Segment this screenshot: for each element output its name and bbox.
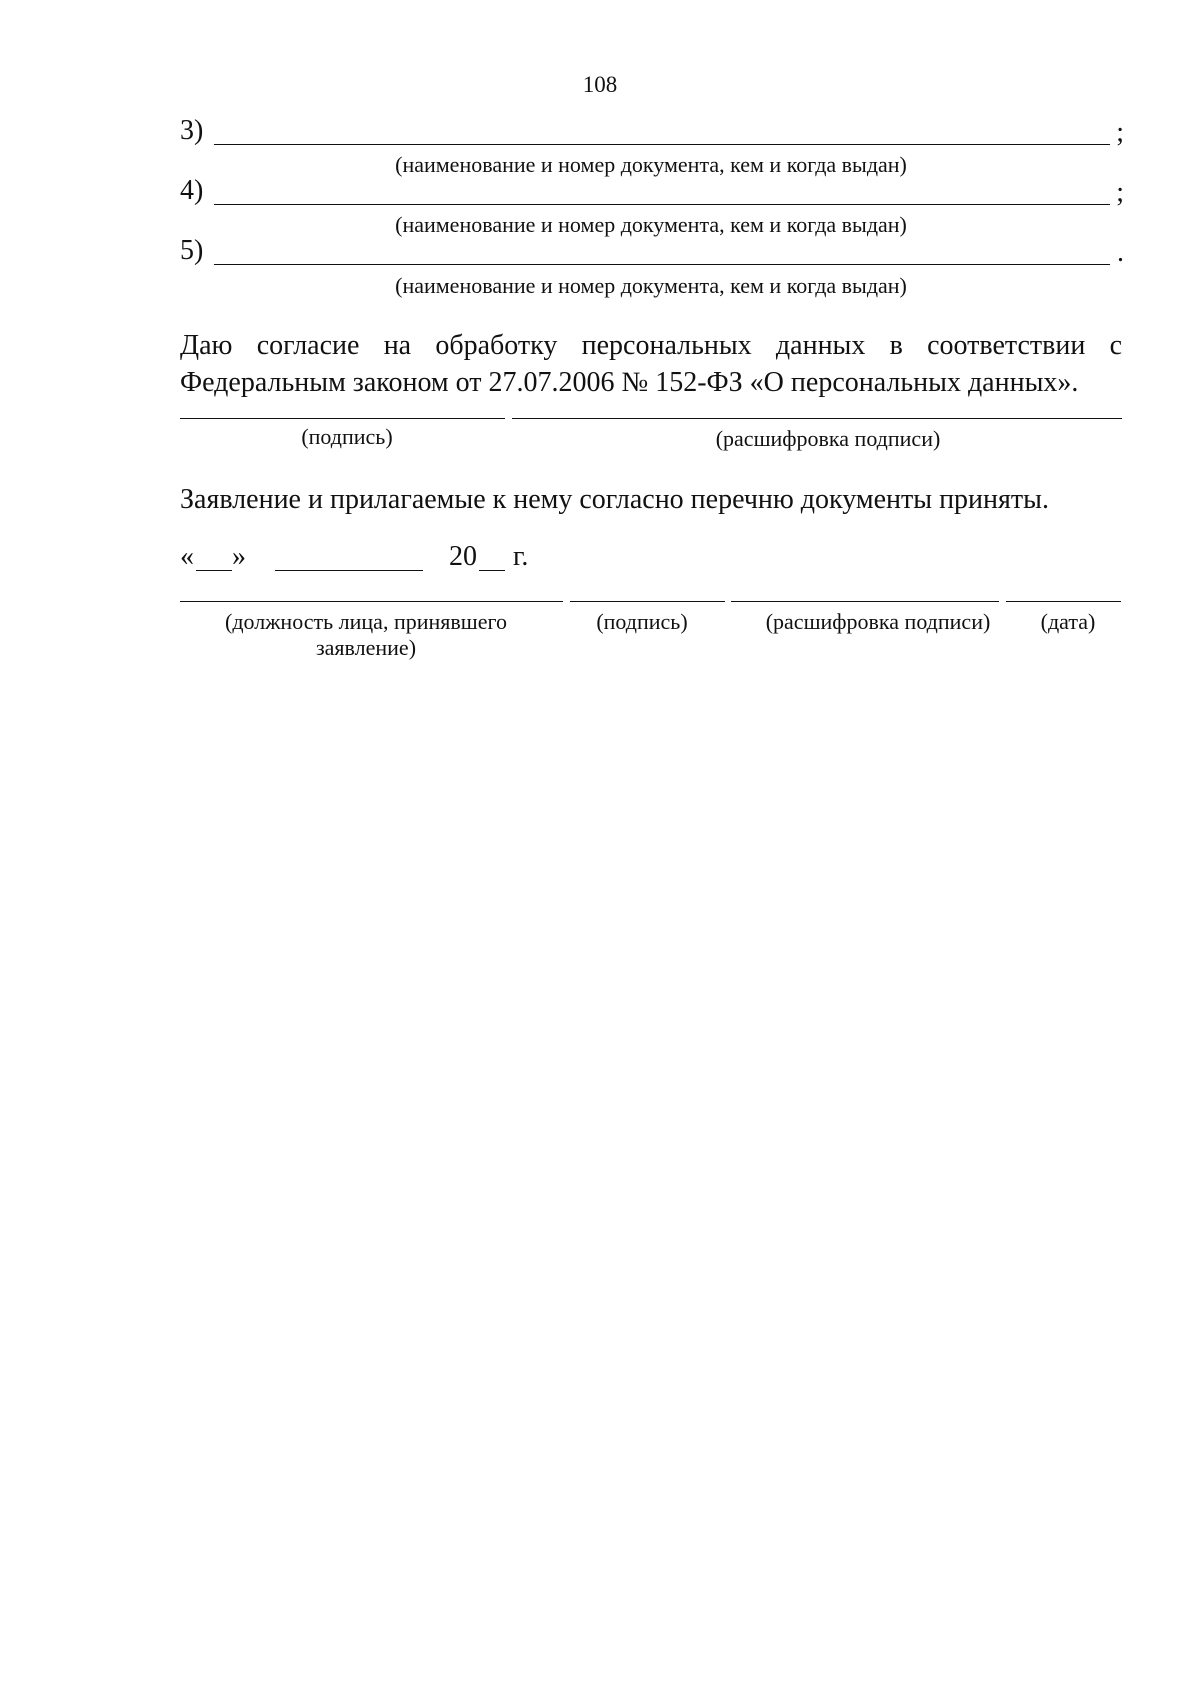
document-caption-4: (наименование и номер документа, кем и когда выдан) (395, 212, 907, 237)
year-suffix: г. (513, 541, 529, 572)
line-end-punctuation: ; (1116, 117, 1124, 148)
accepted-statement: Заявление и прилагаемые к нему согласно перечню документы приняты. (180, 484, 1049, 515)
line-end-punctuation: ; (1116, 177, 1124, 208)
document-line-3 (180, 115, 1124, 149)
document-caption-3: (наименование и номер документа, кем и когда выдан) (395, 152, 907, 177)
official-position-line (180, 601, 563, 602)
consent-line-1: Даю согласие на обработку персональных данных в соответствии с (180, 330, 1122, 361)
line-end-punctuation: . (1117, 237, 1124, 268)
position-caption-line-1: (должность лица, принявшего (225, 609, 507, 634)
applicant-signature-caption: (подпись) (301, 424, 393, 449)
page-number: 108 (582, 72, 618, 97)
date-line (180, 541, 580, 577)
applicant-decoding-line (512, 418, 1122, 419)
official-date-line (1006, 601, 1121, 602)
official-signature-caption: (подпись) (596, 609, 688, 634)
document-line-number: 3) (180, 115, 204, 146)
document-line-number: 5) (180, 235, 204, 266)
fill-in-line (214, 264, 1110, 265)
document-line-number: 4) (180, 175, 204, 206)
day-blank (196, 570, 232, 571)
fill-in-line (214, 204, 1110, 205)
document-line-4 (180, 175, 1124, 209)
position-caption-line-2: заявление) (315, 635, 417, 660)
document-line-5 (180, 235, 1124, 269)
close-quote: » (232, 541, 246, 572)
official-decoding-line (731, 601, 999, 602)
year-prefix: 20 (449, 541, 477, 572)
consent-paragraph (180, 327, 1122, 401)
applicant-decoding-caption: (расшифровка подписи) (715, 426, 941, 451)
applicant-signature-line (180, 418, 505, 419)
official-position-caption (196, 609, 536, 661)
year-blank (479, 570, 505, 571)
official-signature-line (570, 601, 725, 602)
open-quote: « (180, 541, 194, 572)
document-caption-5: (наименование и номер документа, кем и когда выдан) (395, 273, 907, 298)
official-date-caption: (дата) (1040, 609, 1096, 634)
consent-line-2: Федеральным законом от 27.07.2006 № 152-ФЗ «О персональных данных». (180, 367, 1079, 398)
month-blank (275, 570, 423, 571)
official-decoding-caption: (расшифровка подписи) (765, 609, 991, 634)
fill-in-line (214, 144, 1110, 145)
